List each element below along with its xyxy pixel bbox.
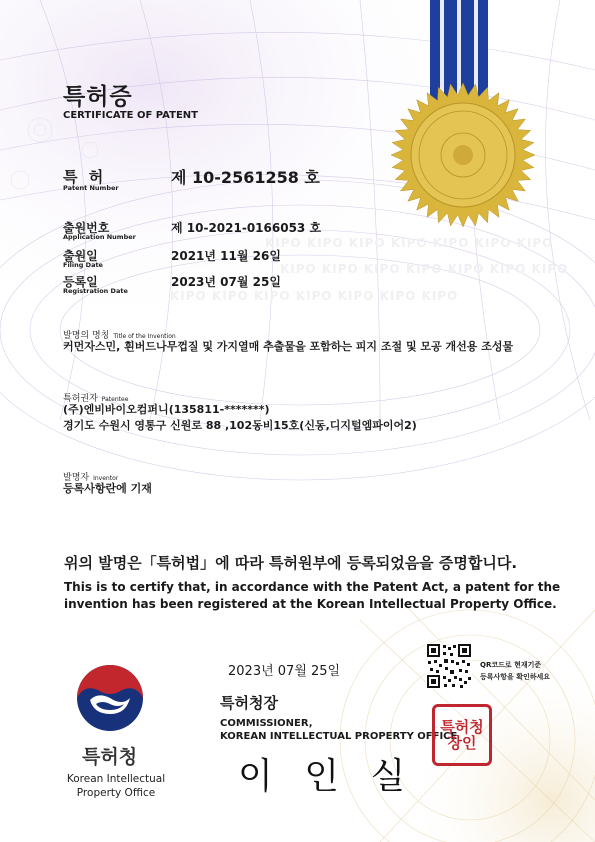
commissioner-title-ko: 특허청장 (220, 694, 278, 712)
registration-date-label: 등록일 (63, 275, 98, 289)
invention-title: 커먼자스민, 흰버드나무껍질 및 가지열매 추출물을 포함하는 피지 조절 및 모공 개선용 조성물 (63, 340, 514, 353)
invention-title-label-en: Title of the Invention (113, 333, 176, 340)
registration-date-label-en: Registration Date (63, 287, 128, 295)
inventor-label-en: Inventor (93, 475, 119, 482)
official-seal-text: 특허청장인 (440, 718, 484, 752)
application-number-label: 출원번호 (63, 221, 110, 235)
gold-seal (388, 80, 538, 230)
kipo-name-en-2: Property Office (76, 787, 156, 799)
issue-date: 2023년 07월 25일 (228, 664, 341, 679)
commissioner-title-en-2: KOREAN INTELLECTUAL PROPERTY OFFICE (220, 731, 458, 742)
registration-date: 2023년 07월 25일 (171, 275, 281, 289)
official-seal (432, 704, 492, 766)
commissioner-signature: 이 인 실 (238, 756, 416, 797)
certification-statement-en-1: This is to certify that, in accordance with the Patent Act, a patent for the (64, 580, 561, 594)
inventor-value: 등록사항란에 기재 (63, 482, 152, 495)
inventor-label-ko: 발명자 (63, 473, 90, 483)
patent-number: 제 10-2561258 호 (171, 168, 320, 187)
patentee-name: (주)엔비바이오컴퍼니(135811-*******) (63, 403, 270, 416)
kipo-watermark-2: KIPO KIPO KIPO KIPO KIPO KIPO KIPO (280, 262, 569, 276)
qr-note-line2: 등록사항을 확인하세요 (480, 673, 551, 681)
qr-code-icon (426, 643, 472, 689)
patent-label: 특 허 (63, 168, 107, 186)
kipo-name-en-1: Korean Intellectual (66, 773, 166, 785)
certification-statement-en-2: invention has been registered at the Korean Intellectual Property Office. (64, 597, 557, 611)
filing-date: 2021년 11월 26일 (171, 249, 281, 263)
patentee-address: 경기도 수원시 영통구 신원로 88 ,102동비15호(신동,디지털엠파이어2) (63, 419, 417, 432)
kipo-watermark-1: KIPO KIPO KIPO KIPO KIPO KIPO KIPO (265, 236, 554, 250)
commissioner-title-en-1: COMMISSIONER, (220, 718, 313, 729)
invention-title-label-ko: 발명의 명칭 (63, 331, 110, 341)
certification-statement-ko: 위의 발명은「특허법」에 따라 특허원부에 등록되었음을 증명합니다. (64, 554, 518, 572)
certificate-title-en: CERTIFICATE OF PATENT (63, 110, 198, 121)
patent-label-en: Patent Number (63, 184, 119, 192)
application-number-label-en: Application Number (63, 233, 136, 241)
kipo-name-ko: 특허청 (82, 746, 138, 768)
filing-date-label-en: Filing Date (63, 261, 103, 269)
application-number: 제 10-2021-0166053 호 (171, 221, 322, 235)
patentee-label-en: Patentee (101, 396, 129, 403)
kipo-watermark-3: KIPO KIPO KIPO KIPO KIPO KIPO KIPO (170, 289, 459, 303)
filing-date-label: 출원일 (63, 249, 98, 263)
kipo-logo-icon (76, 664, 144, 732)
patentee-label-ko: 특허권자 (63, 394, 98, 404)
certificate-title-ko: 특허증 (63, 84, 133, 110)
qr-note-line1: QR코드로 현재기준 (480, 661, 542, 669)
